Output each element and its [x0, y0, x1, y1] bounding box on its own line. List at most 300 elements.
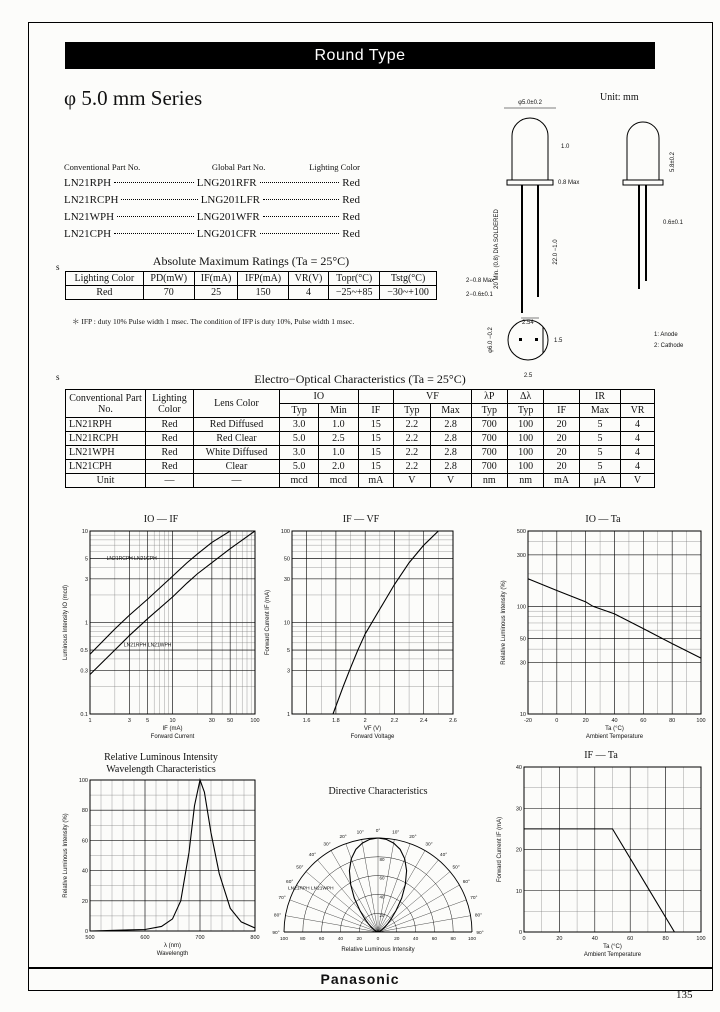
absmax-section	[65, 271, 437, 300]
eo-group-cell	[358, 390, 394, 404]
svg-text:700: 700	[195, 935, 205, 941]
svg-text:70°: 70°	[278, 895, 286, 901]
eo-value-cell: Red Diffused	[194, 418, 280, 432]
svg-text:VF (V): VF (V)	[363, 725, 382, 732]
svg-text:Luminous Intensity IO (mcd): Luminous Intensity IO (mcd)	[63, 584, 69, 660]
svg-text:500: 500	[516, 528, 526, 535]
svg-text:LN21RPH LN21WPH: LN21RPH LN21WPH	[288, 886, 334, 892]
svg-text:-20: -20	[524, 717, 532, 724]
eo-group-cell: λP	[471, 390, 507, 404]
svg-text:0: 0	[522, 935, 526, 942]
svg-text:800: 800	[250, 935, 260, 941]
eo-value-cell: 15	[358, 446, 394, 460]
eo-row	[66, 418, 655, 432]
chart-io-vs-ta	[498, 514, 708, 746]
eo-header-cell: Lighting Color	[146, 390, 194, 418]
eo-value-cell: 100	[507, 446, 543, 460]
chart-wavelength-plot	[60, 775, 262, 961]
svg-text:60: 60	[318, 936, 325, 942]
chart-if-vs-ta-plot	[494, 762, 708, 962]
conventional-part-no: LN21CPH	[64, 228, 112, 240]
eo-row	[66, 446, 655, 460]
eo-value-cell: Red	[146, 446, 194, 460]
svg-text:30°: 30°	[323, 842, 331, 848]
chart-title: IO — Ta	[585, 514, 621, 525]
svg-text:Relative Luminous Intensity (: Relative Luminous Intensity (%)	[501, 579, 507, 665]
eo-unit-cell: nm	[507, 474, 543, 488]
svg-text:Relative Luminous Intensity (: Relative Luminous Intensity (%)	[63, 813, 69, 898]
svg-text:2−0.8 Max: 2−0.8 Max	[466, 278, 495, 284]
eo-value-cell: 1.0	[319, 418, 358, 432]
svg-text:80: 80	[450, 936, 456, 942]
svg-text:30: 30	[515, 805, 522, 812]
svg-text:500: 500	[85, 935, 95, 941]
lighting-color: Red	[342, 228, 361, 240]
eo-value-cell: 2.8	[430, 460, 471, 474]
global-part-no: LNG201WFR	[196, 211, 260, 223]
svg-text:1.6: 1.6	[302, 717, 311, 724]
eo-value-cell: 20	[544, 432, 580, 446]
eo-group-cell	[621, 390, 655, 404]
svg-text:0: 0	[376, 936, 380, 942]
chart-if-vs-vf	[262, 514, 460, 746]
absmax-table	[65, 271, 437, 300]
absmax-header-cell: Tstg(°C)	[380, 272, 437, 286]
svg-text:80: 80	[669, 717, 676, 724]
parts-table	[64, 162, 360, 240]
eo-value-cell: 2.8	[430, 446, 471, 460]
svg-text:50: 50	[519, 636, 526, 643]
eo-value-cell: 2.2	[394, 446, 430, 460]
svg-text:90°: 90°	[272, 930, 280, 936]
svg-text:50: 50	[227, 717, 234, 724]
absmax-value-cell: 25	[194, 286, 238, 300]
eo-sub-cell: Typ	[471, 404, 507, 418]
eo-value-cell: 15	[358, 460, 394, 474]
svg-text:80: 80	[81, 808, 88, 815]
svg-text:10: 10	[81, 528, 88, 535]
chart-if-vs-ta	[494, 750, 708, 966]
svg-text:30°: 30°	[425, 842, 433, 848]
svg-text:10°: 10°	[392, 830, 400, 836]
svg-text:80: 80	[300, 936, 306, 942]
svg-text:Forward Current IF (mA): Forward Current IF (mA)	[497, 816, 503, 882]
svg-text:Forward Current IF (mA): Forward Current IF (mA)	[265, 589, 271, 655]
svg-text:LN21RPH LN21WPH: LN21RPH LN21WPH	[123, 641, 172, 648]
svg-text:0°: 0°	[375, 828, 381, 834]
svg-text:2−0.6±0.1: 2−0.6±0.1	[466, 292, 493, 298]
svg-text:1: 1	[84, 620, 88, 626]
svg-text:20: 20	[394, 936, 400, 942]
eo-value-cell: Red	[146, 460, 194, 474]
svg-text:3: 3	[84, 576, 88, 583]
svg-text:20: 20	[515, 847, 522, 853]
parts-rows	[64, 177, 360, 240]
svg-text:Wavelength: Wavelength	[156, 951, 189, 957]
svg-text:100: 100	[280, 528, 290, 535]
eo-unit-cell: mcd	[319, 474, 358, 488]
svg-text:Ambient Temperature: Ambient Temperature	[583, 951, 642, 958]
svg-text:10: 10	[519, 711, 526, 718]
svg-text:60: 60	[81, 838, 88, 845]
chart-title: Directive Characteristics	[328, 786, 428, 797]
series-title: φ 5.0 mm Series	[64, 86, 203, 110]
eo-value-cell: 4	[621, 460, 655, 474]
mechanical-drawing	[458, 84, 708, 386]
svg-text:φ6.0 −0.2: φ6.0 −0.2	[488, 327, 494, 353]
eo-value-cell: White Diffused	[194, 446, 280, 460]
parts-table-header	[64, 162, 360, 172]
svg-text:70°: 70°	[470, 895, 478, 901]
svg-text:80°: 80°	[273, 912, 282, 918]
eo-table	[65, 389, 655, 488]
eo-header-cell: Lens Color	[194, 390, 280, 418]
svg-text:2: 2	[363, 717, 367, 724]
chart-directivity	[268, 786, 488, 966]
eo-unit-cell: mA	[544, 474, 580, 488]
absmax-value-cell: 4	[288, 286, 329, 300]
eo-value-cell: 100	[507, 460, 543, 474]
chart-title: IF — VF	[342, 514, 380, 525]
eo-unit-cell: mcd	[280, 474, 319, 488]
dotted-leader	[260, 233, 340, 234]
eo-row	[66, 432, 655, 446]
eo-sub-cell: Min	[319, 404, 358, 418]
svg-text:LN21RCPH LN21CPH: LN21RCPH LN21CPH	[106, 555, 157, 562]
svg-text:1.5: 1.5	[554, 338, 563, 344]
global-part-no: LNG201CFR	[196, 228, 257, 240]
dotted-leader	[260, 182, 340, 183]
svg-text:100: 100	[467, 936, 477, 942]
svg-text:22.0 −1.0: 22.0 −1.0	[553, 239, 559, 265]
chart-title: IO — IF	[143, 514, 179, 525]
svg-text:0: 0	[555, 717, 559, 724]
svg-text:30: 30	[519, 660, 526, 667]
svg-text:100: 100	[696, 935, 706, 942]
svg-text:90°: 90°	[476, 930, 484, 936]
svg-text:1.8: 1.8	[332, 717, 340, 724]
global-part-no: LNG201LFR	[200, 194, 260, 206]
svg-text:50°: 50°	[296, 864, 304, 870]
eo-unit-cell: —	[194, 474, 280, 488]
svg-text:80: 80	[662, 935, 669, 942]
svg-text:2: Cathode: 2: Cathode	[654, 343, 684, 349]
global-part-no: LNG201RFR	[196, 177, 257, 189]
eo-unit-cell: Unit	[66, 474, 146, 488]
svg-text:20: 20	[356, 936, 362, 942]
eo-value-cell: 3.0	[280, 446, 319, 460]
svg-text:10: 10	[169, 717, 176, 724]
svg-text:40: 40	[611, 717, 618, 724]
eo-value-cell: 20	[544, 418, 580, 432]
eo-value-cell: 5.0	[280, 432, 319, 446]
eo-value-cell: 2.2	[394, 432, 430, 446]
eo-value-cell: Red Clear	[194, 432, 280, 446]
svg-text:30: 30	[208, 717, 215, 724]
svg-text:0.5: 0.5	[80, 647, 88, 654]
absmax-footnote: ＊ IFP : duty 10% Pulse width 1 msec. The condition of IFP is duty 10%, Pulse width 1 msec.	[72, 317, 355, 326]
eo-value-cell: 2.2	[394, 418, 430, 432]
eo-unit-cell: V	[430, 474, 471, 488]
dotted-leader	[263, 199, 339, 200]
eo-value-cell: 2.8	[430, 418, 471, 432]
dotted-leader	[114, 233, 194, 234]
svg-text:φ5.0±0.2: φ5.0±0.2	[518, 100, 542, 106]
svg-text:20: 20	[379, 912, 385, 918]
svg-text:40: 40	[591, 935, 598, 942]
svg-text:100: 100	[279, 936, 289, 942]
absmax-title: Absolute Maximum Ratings (Ta = 25°C)	[152, 254, 350, 268]
svg-text:Forward Current: Forward Current	[150, 733, 195, 740]
chart-title: IF — Ta	[584, 750, 618, 761]
eo-header-cell: Conventional Part No.	[66, 390, 146, 418]
svg-text:Ta (°C): Ta (°C)	[603, 943, 622, 950]
svg-text:5: 5	[286, 647, 290, 654]
eo-unit-cell: nm	[471, 474, 507, 488]
svg-text:1: Anode: 1: Anode	[654, 332, 678, 338]
svg-text:80: 80	[379, 856, 385, 862]
chart-io-vs-ta-plot	[498, 526, 708, 744]
section-mark: s	[56, 262, 60, 272]
svg-text:100: 100	[78, 778, 88, 784]
svg-text:40: 40	[515, 764, 522, 771]
footer-rule	[28, 967, 713, 969]
svg-text:300: 300	[516, 552, 526, 559]
svg-text:0: 0	[84, 929, 88, 935]
svg-text:50°: 50°	[452, 864, 460, 870]
conventional-part-no: LN21RPH	[64, 177, 112, 189]
absmax-header-cell: Topr(°C)	[329, 272, 380, 286]
eo-value-cell: 3.0	[280, 418, 319, 432]
eo-sub-cell: IF	[358, 404, 394, 418]
svg-text:Ambient Temperature: Ambient Temperature	[585, 733, 644, 740]
svg-text:5: 5	[146, 717, 150, 724]
part-row	[64, 228, 360, 240]
lighting-color: Red	[342, 177, 361, 189]
eo-value-cell: 5	[579, 432, 620, 446]
svg-text:30: 30	[283, 576, 290, 583]
eo-title: Electro−Optical Characteristics (Ta = 25°C)	[254, 372, 466, 386]
chart-wavelength	[60, 752, 262, 966]
eo-value-cell: Red	[146, 432, 194, 446]
eo-value-cell: 5	[579, 446, 620, 460]
svg-text:2.2: 2.2	[390, 717, 399, 724]
eo-value-cell: 700	[471, 460, 507, 474]
chart-if-vs-vf-plot	[262, 526, 460, 744]
svg-text:40: 40	[412, 936, 419, 942]
eo-group-cell: IO	[280, 390, 359, 404]
svg-text:1: 1	[286, 711, 290, 718]
svg-text:20: 20	[81, 898, 88, 905]
absmax-value-cell: Red	[66, 286, 144, 300]
absmax-header-cell: IF(mA)	[194, 272, 238, 286]
part-row	[64, 177, 360, 189]
conventional-part-no: LN21RCPH	[64, 194, 119, 206]
svg-text:2.4: 2.4	[419, 717, 428, 724]
eo-group-cell	[544, 390, 580, 404]
eo-group-cell: VF	[394, 390, 471, 404]
eo-unit-cell: V	[621, 474, 655, 488]
eo-value-cell: 100	[507, 418, 543, 432]
absmax-header-cell: IFP(mA)	[238, 272, 288, 286]
svg-text:0.6±0.1: 0.6±0.1	[663, 220, 683, 226]
eo-value-cell: 700	[471, 446, 507, 460]
svg-text:λ (nm): λ (nm)	[164, 943, 181, 949]
eo-value-cell: 5	[579, 460, 620, 474]
svg-text:40: 40	[379, 893, 385, 899]
chart-title: Relative Luminous Intensity Wavelength Characteristics	[104, 752, 218, 775]
svg-text:Relative Luminous Intensity: Relative Luminous Intensity	[341, 946, 415, 953]
svg-text:60°: 60°	[462, 879, 470, 885]
conventional-part-no: LN21WPH	[64, 211, 115, 223]
svg-text:20°: 20°	[339, 834, 347, 840]
unit-note: Unit: mm	[600, 92, 639, 103]
part-row	[64, 194, 360, 206]
eo-unit-cell: μA	[579, 474, 620, 488]
dotted-leader	[114, 182, 194, 183]
absmax-value-cell: 70	[143, 286, 194, 300]
eo-sub-cell: Typ	[280, 404, 319, 418]
svg-text:10: 10	[283, 620, 290, 626]
svg-text:Forward Voltage: Forward Voltage	[350, 733, 395, 740]
svg-text:50: 50	[283, 556, 290, 563]
svg-text:100: 100	[696, 717, 706, 724]
eo-sub-cell: Typ	[507, 404, 543, 418]
eo-value-cell: 5	[579, 418, 620, 432]
svg-text:Ta (°C): Ta (°C)	[605, 725, 624, 732]
svg-text:0: 0	[518, 929, 522, 936]
eo-value-cell: 2.2	[394, 460, 430, 474]
eo-value-cell: 2.0	[319, 460, 358, 474]
absmax-header-cell: Lighting Color	[66, 272, 144, 286]
svg-text:3: 3	[127, 717, 131, 724]
eo-sub-cell: Max	[579, 404, 620, 418]
eo-group-cell: IR	[579, 390, 620, 404]
absmax-header-cell: VR(V)	[288, 272, 329, 286]
eo-value-cell: 4	[621, 432, 655, 446]
svg-text:2.6: 2.6	[449, 717, 457, 724]
svg-text:10: 10	[515, 888, 522, 895]
svg-text:60: 60	[431, 936, 438, 942]
svg-text:40: 40	[337, 936, 344, 942]
svg-text:5: 5	[84, 556, 88, 563]
svg-text:40°: 40°	[308, 852, 317, 858]
banner-title: Round Type	[314, 46, 406, 64]
eo-value-cell: Clear	[194, 460, 280, 474]
eo-value-cell: 1.0	[319, 446, 358, 460]
eo-value-cell: LN21RCPH	[66, 432, 146, 446]
eo-value-cell: 100	[507, 432, 543, 446]
eo-sub-cell: Max	[430, 404, 471, 418]
eo-section	[65, 389, 655, 488]
absmax-value-cell: −25~+85	[329, 286, 380, 300]
absmax-value-cell: −30~+100	[380, 286, 437, 300]
lighting-color: Red	[342, 211, 361, 223]
svg-text:100: 100	[250, 717, 260, 724]
chart-io-vs-if	[60, 514, 262, 746]
parts-header-color: Lighting Color	[309, 162, 360, 172]
chart-io-vs-if-plot	[60, 526, 262, 744]
eo-group-cell: Δλ	[507, 390, 543, 404]
eo-value-cell: Red	[146, 418, 194, 432]
eo-value-cell: LN21RPH	[66, 418, 146, 432]
svg-text:5.8±0.2: 5.8±0.2	[670, 152, 676, 172]
svg-text:0.3: 0.3	[80, 667, 88, 674]
svg-text:40: 40	[81, 868, 88, 875]
header-banner	[65, 42, 655, 69]
section-mark: s	[56, 372, 60, 382]
svg-text:1.0: 1.0	[561, 144, 570, 150]
eo-unit-row	[66, 474, 655, 488]
eo-value-cell: 4	[621, 446, 655, 460]
dotted-leader	[263, 216, 340, 217]
eo-value-cell: 2.5	[319, 432, 358, 446]
eo-value-cell: 4	[621, 418, 655, 432]
svg-text:60°: 60°	[286, 879, 294, 885]
eo-sub-cell: IF	[544, 404, 580, 418]
led-package-drawing	[458, 84, 708, 386]
eo-value-cell: 700	[471, 418, 507, 432]
absmax-header-cell: PD(mW)	[143, 272, 194, 286]
svg-text:60: 60	[627, 935, 634, 942]
svg-text:10°: 10°	[356, 830, 364, 836]
eo-value-cell: LN21CPH	[66, 460, 146, 474]
svg-text:2.5: 2.5	[523, 373, 533, 379]
eo-row	[66, 460, 655, 474]
eo-value-cell: 15	[358, 432, 394, 446]
eo-unit-cell: V	[394, 474, 430, 488]
svg-text:0.1: 0.1	[80, 711, 88, 718]
svg-text:20: 20	[582, 717, 589, 724]
eo-unit-cell: mA	[358, 474, 394, 488]
eo-value-cell: 5.0	[280, 460, 319, 474]
eo-sub-cell: VR	[621, 404, 655, 418]
page-number: 135	[676, 989, 693, 1001]
part-row	[64, 211, 360, 223]
svg-text:100: 100	[516, 603, 526, 610]
svg-text:0.8 Max: 0.8 Max	[558, 180, 580, 186]
svg-text:60: 60	[379, 875, 385, 881]
chart-directivity-plot	[268, 798, 488, 962]
eo-value-cell: 15	[358, 418, 394, 432]
svg-text:20°: 20°	[409, 834, 417, 840]
svg-text:80°: 80°	[474, 912, 483, 918]
svg-text:IF (mA): IF (mA)	[162, 725, 183, 732]
eo-value-cell: LN21WPH	[66, 446, 146, 460]
eo-value-cell: 2.8	[430, 432, 471, 446]
svg-text:600: 600	[140, 935, 150, 941]
eo-value-cell: 20	[544, 460, 580, 474]
lighting-color: Red	[342, 194, 361, 206]
eo-sub-cell: Typ	[394, 404, 430, 418]
svg-text:60: 60	[640, 717, 647, 724]
svg-text:20 Min. (0.8) DIA SOLDERED: 20 Min. (0.8) DIA SOLDERED	[494, 209, 500, 289]
svg-text:40°: 40°	[439, 852, 448, 858]
eo-unit-cell: —	[146, 474, 194, 488]
parts-header-global: Global Part No.	[211, 162, 266, 172]
svg-text:20: 20	[556, 935, 563, 942]
brand-logo: Panasonic	[320, 971, 400, 987]
eo-value-cell: 700	[471, 432, 507, 446]
dotted-leader	[121, 199, 197, 200]
eo-value-cell: 20	[544, 446, 580, 460]
parts-header-conventional: Conventional Part No.	[64, 162, 141, 172]
svg-text:1: 1	[88, 717, 92, 724]
dotted-leader	[117, 216, 194, 217]
svg-text:2.54: 2.54	[522, 320, 534, 326]
absmax-value-cell: 150	[238, 286, 288, 300]
svg-text:3: 3	[286, 667, 290, 674]
